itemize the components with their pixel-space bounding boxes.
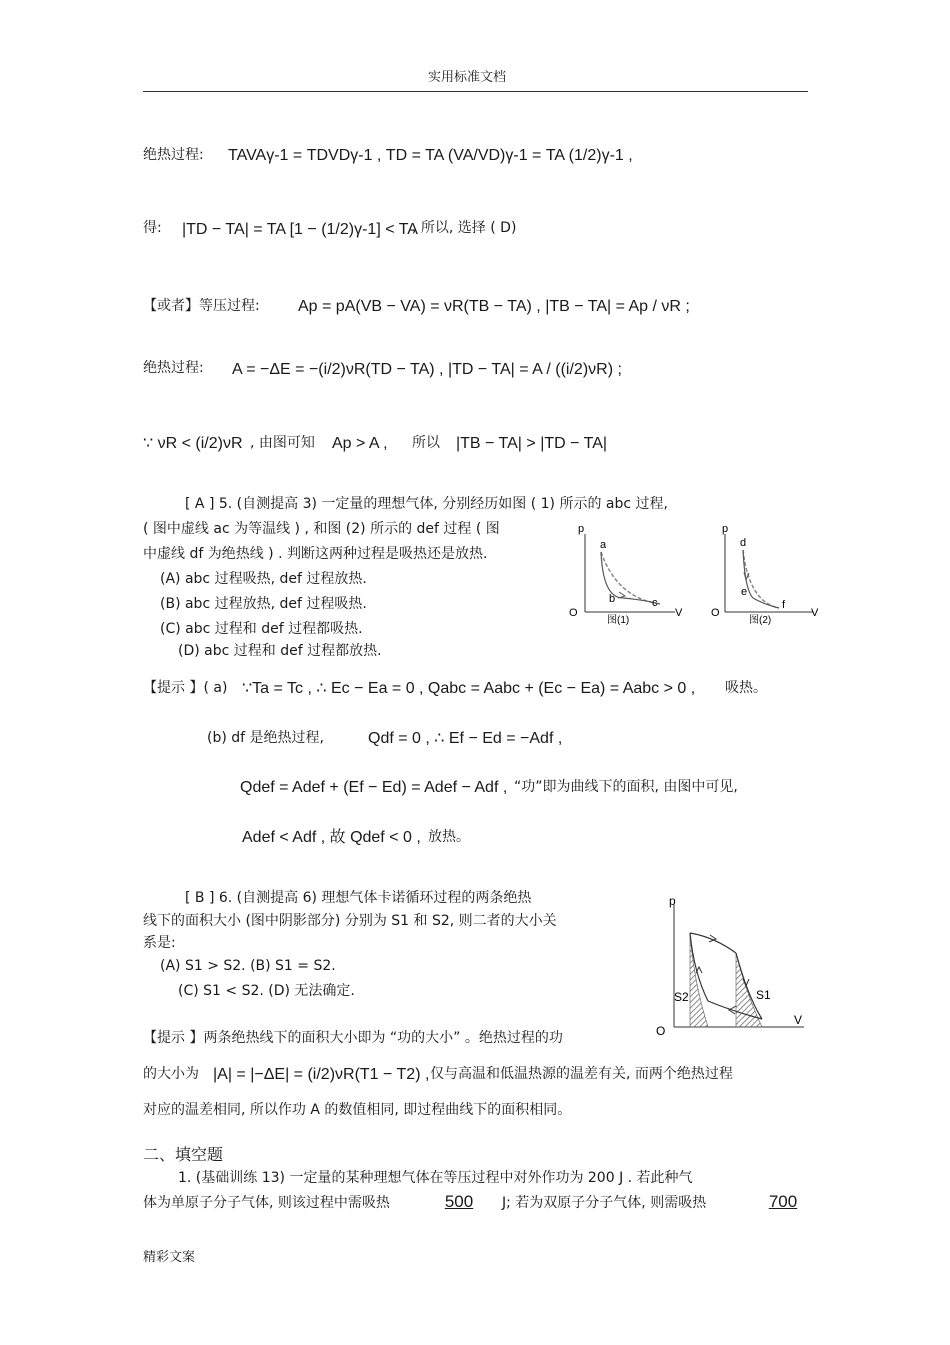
q6-hint-line-3: 对应的温差相同, 所以作功 A 的数值相同, 即过程曲线下的面积相同。 — [143, 1102, 572, 1118]
carnot-v-label: V — [794, 1013, 803, 1027]
fill-q1-mid: J; 若为双原子分子气体, 则需吸热 — [502, 1195, 707, 1211]
q5-hint-b-label: (b) df 是绝热过程, — [207, 730, 324, 746]
carnot-isotherm-high — [690, 933, 736, 953]
fig2-point-d: d — [740, 537, 747, 549]
section-2-title: 二、填空题 — [143, 1145, 224, 1164]
therefore-word: 所以 — [412, 435, 440, 451]
q5-hint-c-tail: “功”即为曲线下的面积, 由图中可见, — [514, 779, 738, 795]
q5-hint-a-label: 【提示 】( a) — [143, 680, 228, 696]
q6-hint-prefix: 的大小为 — [143, 1066, 199, 1082]
result-label: 得: — [143, 220, 162, 236]
q6-options-row-1: (A) S1 > S2. (B) S1 = S2. — [160, 958, 336, 974]
fig1-point-c: c — [652, 597, 658, 609]
fig1-point-b: b — [609, 593, 616, 605]
fig1-point-a: a — [600, 539, 607, 551]
page-footer: 精彩文案 — [143, 1250, 196, 1265]
carnot-cycle-diagram — [652, 893, 812, 1043]
carnot-p-label: p — [669, 894, 676, 908]
q5-line-2: ( 图中虚线 ac 为等温线 ) , 和图 (2) 所示的 def 过程 ( 图 — [143, 521, 500, 537]
answer-1-blank — [444, 1192, 474, 1212]
q6-line-2: 线下的面积大小 (图中阴影部分) 分别为 S1 和 S2, 则二者的大小关 — [143, 913, 557, 929]
result-choice: , 所以, 选择 ( D) — [412, 220, 517, 236]
q5-option-d: (D) abc 过程和 def 过程都放热. — [178, 643, 382, 659]
q5-line-1: [ A ] 5. (自测提高 3) 一定量的理想气体, 分别经历如图 ( 1) 所示的 abc 过程, — [185, 496, 668, 512]
figure-2-pv-diagram — [705, 520, 825, 628]
figure-1-pv-diagram — [565, 520, 690, 628]
result-equation: |TD − TA| = TA [1 − (1/2)γ-1] < TA — [182, 221, 418, 238]
q6-line-1: [ B ] 6. (自测提高 6) 理想气体卡诺循环过程的两条绝热 — [185, 890, 532, 906]
fig1-p-label: p — [578, 523, 585, 535]
adiabatic-label-2: 绝热过程: — [143, 360, 204, 376]
fig2-origin-label: O — [711, 607, 720, 619]
fill-q1-line-2: 体为单原子分子气体, 则该过程中需吸热 — [143, 1195, 390, 1211]
adiabatic-label: 绝热过程: — [143, 147, 204, 163]
q6-hint-line-1: 【提示 】两条绝热线下的面积大小即为 “功的大小” 。绝热过程的功 — [143, 1030, 563, 1046]
answer-2: 700 — [768, 1192, 798, 1211]
adiabatic-equation: TAVAγ-1 = TDVDγ-1 , TD = TA (VA/VD)γ-1 = TA (1/2)γ-1 , — [228, 147, 633, 164]
q6-hint-equation: |A| = |−ΔE| = (i/2)νR(T1 − T2) , — [213, 1066, 430, 1083]
carnot-s2-label: S2 — [674, 990, 689, 1004]
q5-hint-a-equation: ∵Ta = Tc , ∴ Ec − Ea = 0 , Qabc = Aabc + (Ec − Ea) = Aabc > 0 , — [242, 680, 696, 697]
answer-1: 500 — [444, 1192, 474, 1211]
carnot-origin-label: O — [656, 1024, 666, 1038]
q5-option-a: (A) abc 过程吸热, def 过程放热. — [160, 571, 367, 587]
fig2-adiabat — [743, 550, 779, 608]
adiabatic-equation-2: A = −ΔE = −(i/2)νR(TD − TA) , |TD − TA| = A / ((i/2)νR) ; — [232, 361, 622, 378]
isobaric-equation: Ap = pA(VB − VA) = νR(TB − TA) , |TB − TA| = Ap / νR ; — [298, 298, 690, 315]
q5-hint-b-equation: Qdf = 0 , ∴ Ef − Ed = −Adf , — [368, 730, 563, 747]
q6-hint-tail: 仅与高温和低温热源的温差有关, 而两个绝热过程 — [430, 1066, 733, 1082]
q5-option-c: (C) abc 过程和 def 过程都吸热. — [160, 621, 363, 637]
fig2-point-f: f — [782, 599, 786, 611]
header-rule — [143, 91, 808, 92]
fill-q1-line-1: 1. (基础训练 13) 一定量的某种理想气体在等压过程中对外作功为 200 J . 若此种气 — [178, 1170, 693, 1186]
fig1-v-label: V — [675, 607, 683, 619]
isobaric-label: 【或者】等压过程: — [143, 298, 260, 314]
fig2-v-label: V — [811, 607, 819, 619]
fig2-point-e: e — [741, 586, 748, 598]
fig2-arrow-icon — [744, 572, 749, 580]
fig2-caption: 图(2) — [749, 615, 772, 626]
q6-line-3: 系是: — [143, 935, 176, 951]
q6-options-row-2: (C) S1 < S2. (D) 无法确定. — [178, 983, 355, 999]
fig2-def-path — [743, 550, 779, 608]
carnot-s1-label: S1 — [756, 988, 771, 1002]
fig2-p-label: p — [722, 523, 729, 535]
figure-shows: , 由图可知 — [250, 435, 315, 451]
fig1-origin-label: O — [569, 607, 578, 619]
q5-hint-d-equation: Adef < Adf , 故 Qdef < 0 , — [242, 829, 421, 846]
temperature-compare: |TB − TA| > |TD − TA| — [456, 435, 608, 452]
fig1-caption: 图(1) — [607, 615, 630, 626]
page-header: 实用标准文档 — [428, 70, 507, 85]
because-inequality: ∵ νR < (i/2)νR — [143, 435, 243, 452]
q5-option-b: (B) abc 过程放热, def 过程吸热. — [160, 596, 367, 612]
q5-hint-c-equation: Qdef = Adef + (Ef − Ed) = Adef − Adf , — [240, 779, 508, 796]
q5-line-3: 中虚线 df 为绝热线 ) . 判断这两种过程是吸热还是放热. — [143, 546, 488, 562]
work-compare: Ap > A , — [332, 435, 388, 452]
answer-2-blank — [768, 1192, 798, 1212]
q5-hint-a-tail: 吸热。 — [725, 680, 767, 696]
q5-hint-d-tail: 放热。 — [428, 829, 470, 845]
